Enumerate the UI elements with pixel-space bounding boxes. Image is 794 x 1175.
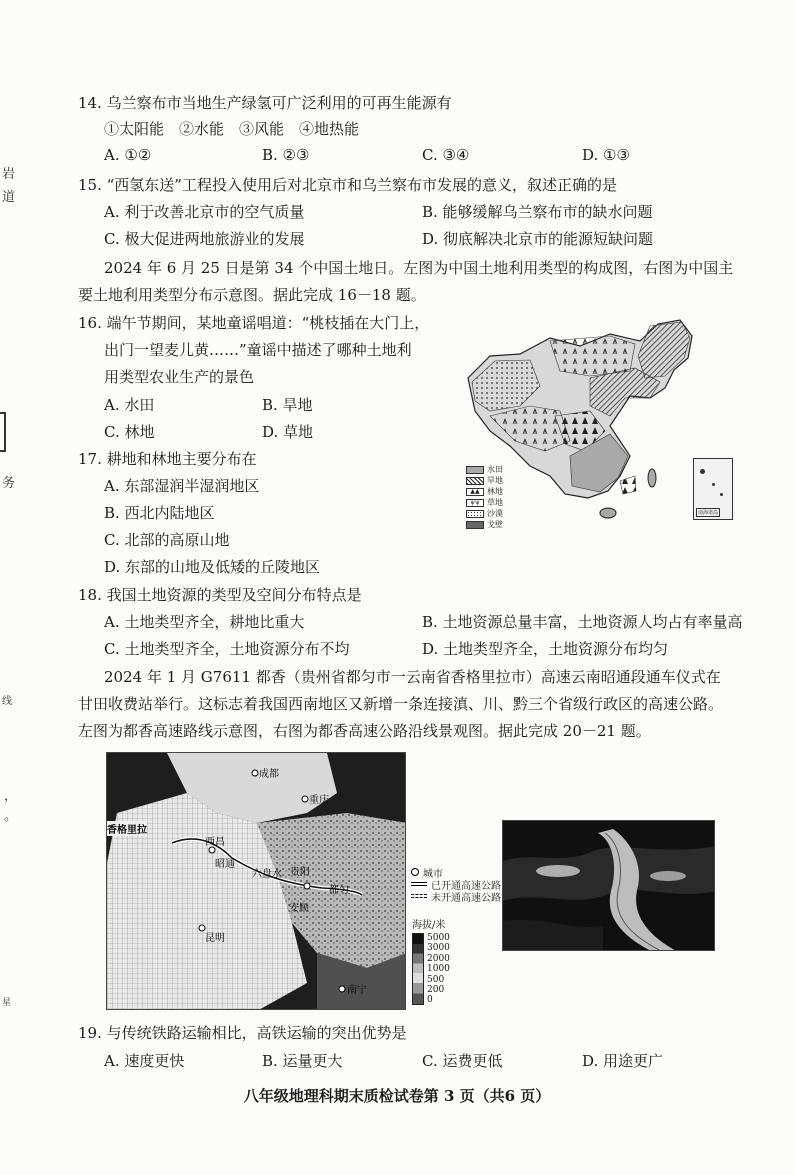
option-18-c[interactable]: C. 土地类型齐全，土地资源分布不均 (104, 640, 350, 658)
route-map-graphic (107, 753, 406, 1010)
option-17-b[interactable]: B. 西北内陆地区 (104, 504, 215, 522)
highway-photo-graphic (503, 821, 715, 951)
option-17-c[interactable]: C. 北部的高原山地 (104, 531, 230, 549)
elevation-legend (412, 916, 450, 1006)
south-china-sea-inset (693, 458, 733, 520)
city-label-kunming: 昆明 (205, 933, 225, 944)
legend-item-planned-highway: 未开通高速公路 (411, 890, 501, 902)
question-16-line-1: 16. 端午节期间，某地童谣唱道：“桃枝插在大门上， (78, 314, 430, 332)
margin-mark: 线 (2, 696, 12, 707)
option-15-b[interactable]: B. 能够缓解乌兰察布市的缺水问题 (422, 203, 653, 221)
china-land-use-map (460, 316, 745, 528)
option-16-b[interactable]: B. 旱地 (262, 396, 313, 414)
planned-highway-icon (411, 894, 427, 898)
question-19-stem: 19. 与传统铁路运输相比，高铁运输的突出优势是 (78, 1024, 407, 1042)
island-dot (700, 469, 705, 474)
elevation-scale-labels: 5000 3000 2000 1000 500 200 0 (427, 933, 450, 1006)
margin-mark: 道 (2, 190, 16, 205)
intro-20-line-2: 甘田收费站举行。这标志着我国西南地区又新增一条连接滇、川、黔三个省级行政区的高速公路。 (78, 695, 724, 713)
tree-icon: ▲▲ (466, 488, 484, 496)
elevation-scale-bar (412, 933, 424, 1005)
city-label-guiyang: 贵阳 (290, 867, 310, 878)
margin-mark: ， (4, 789, 18, 804)
city-label-chongqing: 重庆 (309, 795, 329, 806)
question-14-items: ①太阳能 ②水能 ③风能 ④地热能 (104, 120, 360, 138)
open-highway-icon (411, 882, 427, 886)
legend-item-dryland: 旱地 (466, 475, 503, 486)
intro-20-line-3: 左图为都香高速路线示意图，右图为都香高速公路沿线景观图。据此完成 20－21 题。 (78, 722, 651, 740)
legend-swatch (466, 510, 484, 518)
city-label-xichang: 西昌 (205, 837, 225, 848)
question-16-line-2: 出门一望麦儿黄……”童谣中描述了哪种土地利 (104, 341, 412, 359)
legend-swatch (466, 466, 484, 474)
margin-binding-block (0, 412, 6, 452)
legend-item-desert: 沙漠 (466, 508, 503, 519)
city-label-duyun: 都匀 (329, 885, 349, 896)
legend-item-forest: ▲▲ 林地 (466, 486, 503, 497)
question-16-line-3: 用类型农业生产的景色 (104, 368, 255, 386)
option-14-c[interactable]: C. ③④ (422, 146, 470, 164)
margin-mark: 星 (2, 998, 12, 1008)
question-17-stem: 17. 耕地和林地主要分布在 (78, 450, 257, 468)
option-14-a[interactable]: A. ①② (104, 146, 152, 164)
city-icon (411, 868, 419, 876)
legend-item-gobi: 戈壁 (466, 519, 503, 530)
option-17-a[interactable]: A. 东部湿润半湿润地区 (104, 477, 260, 495)
option-15-d[interactable]: D. 彻底解决北京市的能源短缺问题 (422, 230, 654, 248)
legend-swatch (466, 521, 484, 529)
legend-item-grass: ψψ 草地 (466, 497, 503, 508)
island-dot (720, 493, 723, 496)
question-15-stem: 15. “西氢东送”工程投入使用后对北京市和乌兰察布市发展的意义，叙述正确的是 (78, 176, 617, 194)
intro-20-line-1: 2024 年 1 月 G7611 都香（贵州省都匀市一云南省香格里拉市）高速云南昭通段通车仪式在 (104, 668, 721, 686)
china-map-legend (466, 464, 503, 530)
city-label-anshun: 安顺 (289, 903, 309, 914)
option-16-c[interactable]: C. 林地 (104, 423, 155, 441)
city-label-nanning: 南宁 (347, 985, 367, 996)
city-label-zhaotong: 昭通 (215, 859, 235, 870)
option-16-d[interactable]: D. 草地 (262, 423, 314, 441)
duxiang-route-map (106, 752, 406, 1010)
city-label-shangri-la: 香格里拉 (107, 821, 147, 836)
city-label-chengdu: 成都 (259, 765, 279, 780)
option-19-d[interactable]: D. 用途更广 (582, 1052, 664, 1070)
option-19-a[interactable]: A. 速度更快 (104, 1052, 185, 1070)
option-18-d[interactable]: D. 土地类型齐全，土地资源分布均匀 (422, 640, 669, 658)
option-14-b[interactable]: B. ②③ (262, 146, 310, 164)
intro-16-line-2: 要土地利用类型分布示意图。据此完成 16－18 题。 (78, 286, 426, 304)
highway-landscape-photo (502, 820, 715, 951)
margin-mark: 。 (4, 809, 18, 824)
margin-mark: 务 (2, 476, 16, 491)
city-label-liupanshui: 六盘水 (252, 869, 282, 880)
option-18-a[interactable]: A. 土地类型齐全，耕地比重大 (104, 613, 305, 631)
option-18-b[interactable]: B. 土地资源总量丰富，土地资源人均占有率量高 (422, 613, 743, 631)
option-14-d[interactable]: D. ①③ (582, 146, 630, 164)
grass-icon: ψψ (466, 499, 484, 507)
inset-label: 南海诸岛 (698, 510, 719, 516)
intro-16-line-1: 2024 年 6 月 25 日是第 34 个中国土地日。左图为中国土地利用类型的构成图，右图为中国主 (104, 259, 734, 277)
option-17-d[interactable]: D. 东部的山地及低矮的丘陵地区 (104, 558, 321, 576)
legend-swatch (466, 477, 484, 485)
route-map-legend (411, 866, 501, 902)
option-15-c[interactable]: C. 极大促进两地旅游业的发展 (104, 230, 305, 248)
option-19-b[interactable]: B. 运量更大 (262, 1052, 343, 1070)
elevation-legend-title: 海拔/米 (412, 920, 446, 931)
margin-mark: 岩 (2, 167, 16, 182)
option-19-c[interactable]: C. 运费更低 (422, 1052, 503, 1070)
question-14-stem: 14. 乌兰察布市当地生产绿氢可广泛利用的可再生能源有 (78, 94, 452, 112)
legend-item-paddy: 水田 (466, 464, 503, 475)
legend-item-city: 城市 (411, 866, 501, 878)
option-15-a[interactable]: A. 利于改善北京市的空气质量 (104, 203, 305, 221)
island-dot (712, 483, 715, 486)
legend-item-open-highway: 已开通高速公路 (411, 878, 501, 890)
page-footer: 八年级地理科期末质检试卷第 3 页（共6 页） (243, 1087, 551, 1105)
option-16-a[interactable]: A. 水田 (104, 396, 155, 414)
question-18-stem: 18. 我国土地资源的类型及空间分布特点是 (78, 586, 362, 604)
